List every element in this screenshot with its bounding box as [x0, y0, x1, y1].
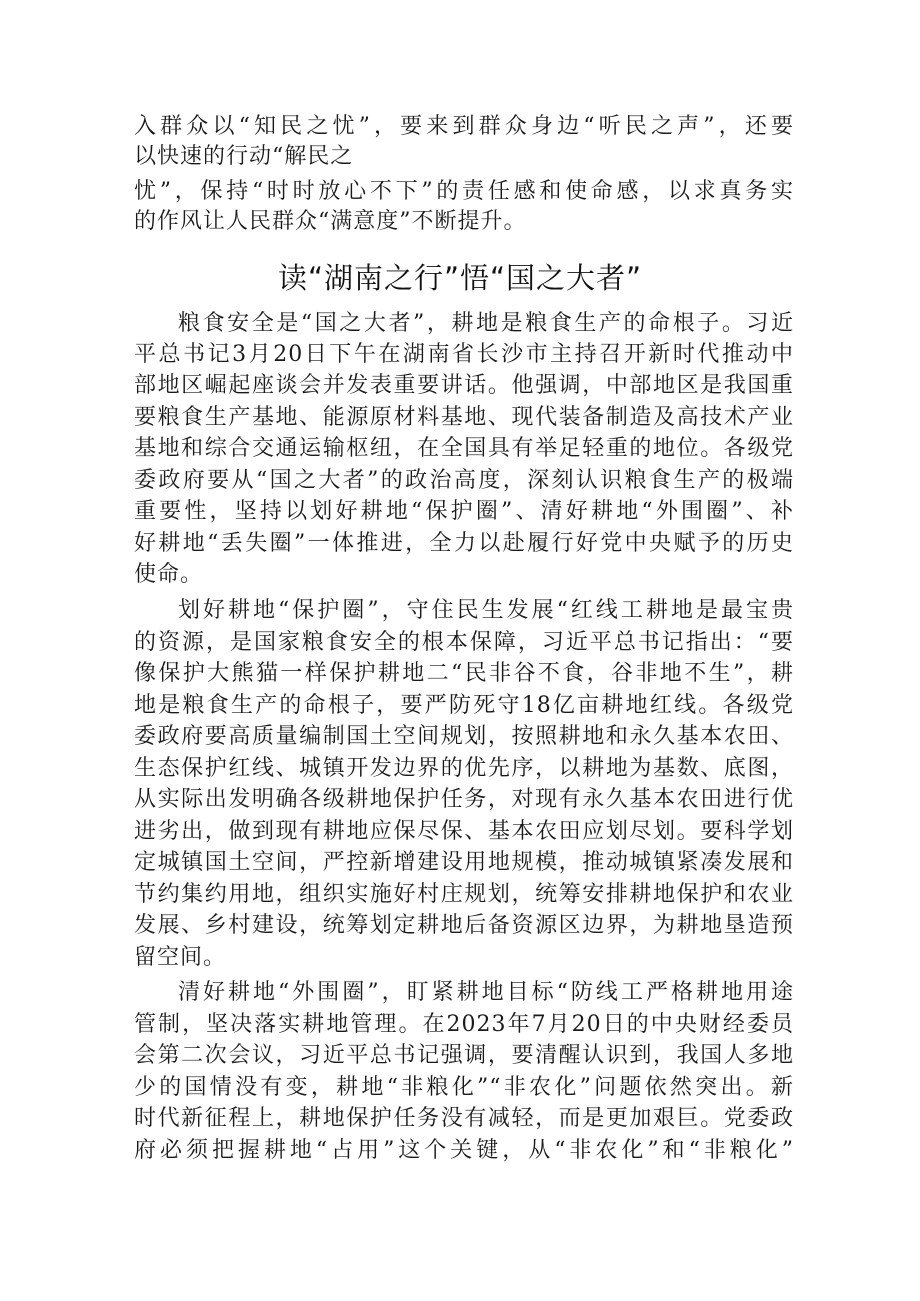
text-line: 平总书记3月20日下午在湖南省长沙市主持召开新时代推动中 — [134, 342, 794, 367]
text-line: 时代新征程上，耕地保护任务没有减轻，而是更加艰巨。党委政 — [134, 1106, 794, 1131]
text-line: 忧”，保持“时时放心不下”的责任感和使命感，以求真务实 — [134, 179, 794, 204]
text-line: 基地和综合交通运输枢纽，在全国具有举足轻重的地位。各级党 — [134, 436, 794, 461]
text-line: 粮食安全是“国之大者”，耕地是粮食生产的命根子。习近 — [178, 311, 794, 336]
text-line: 定城镇国土空间，严控新增建设用地规模，推动城镇紧凑发展和 — [134, 850, 794, 875]
text-line: 少的国情没有变，耕地“非粮化”“非农化”问题依然突出。新 — [134, 1075, 794, 1100]
text-line: 好耕地“丢失圈”一体推进，全力以赴履行好党中央赋予的历史 — [134, 531, 794, 556]
text-line: 地是粮食生产的命根子，要严防死守18亿亩耕地红线。各级党 — [134, 693, 794, 718]
text-line: 管制，坚决落实耕地管理。在2023年7月20日的中央财经委员 — [134, 1012, 794, 1037]
text-line: 委政府要高质量编制国土空间规划，按照耕地和永久基本农田、 — [134, 724, 794, 749]
text-line: 的作风让人民群众“满意度”不断提升。 — [134, 209, 527, 234]
article-title: 读“湖南之行”悟“国之大者” — [277, 261, 643, 295]
text-line: 生态保护红线、城镇开发边界的优先序，以耕地为基数、底图， — [134, 756, 794, 781]
text-line: 部地区崛起座谈会并发表重要讲话。他强调，中部地区是我国重 — [134, 373, 794, 398]
text-line: 会第二次会议，习近平总书记强调，要清醒认识到，我国人多地 — [134, 1043, 794, 1068]
text-line: 划好耕地“保护圈”，守住民生发展“红线工耕地是最宝贵 — [178, 598, 794, 623]
text-line: 府必须把握耕地“占用”这个关键，从“非农化”和“非粮化” — [134, 1138, 794, 1163]
text-line: 委政府要从“国之大者”的政治高度，深刻认识粮食生产的极端 — [134, 468, 794, 493]
text-line: 留空间。 — [134, 945, 227, 970]
text-line: 的资源，是国家粮食安全的根本保障，习近平总书记指出：“要 — [134, 630, 794, 655]
text-line: 以快速的行动“解民之 — [134, 144, 354, 169]
text-line: 清好耕地“外围圈”，盯紧耕地目标“防线工严格耕地用途 — [178, 980, 794, 1005]
text-line: 入群众以“知民之忧”，要来到群众身边“听民之声”，还要 — [134, 114, 794, 139]
text-line: 从实际出发明确各级耕地保护任务，对现有永久基本农田进行优 — [134, 787, 794, 812]
text-line: 重要性，坚持以划好耕地“保护圈”、清好耕地“外围圈”、补 — [134, 499, 794, 524]
text-line: 发展、乡村建设，统筹划定耕地后备资源区边界，为耕地垦造预 — [134, 913, 794, 938]
text-line: 进劣出，做到现有耕地应保尽保、基本农田应划尽划。要科学划 — [134, 819, 794, 844]
text-line: 要粮食生产基地、能源原材料基地、现代装备制造及高技术产业 — [134, 405, 794, 430]
text-line: 使命。 — [134, 562, 204, 587]
text-line: 节约集约用地，组织实施好村庄规划，统筹安排耕地保护和农业 — [134, 882, 794, 907]
text-line: 像保护大熊猫一样保护耕地二“民非谷不食，谷非地不生”，耕 — [134, 661, 794, 686]
